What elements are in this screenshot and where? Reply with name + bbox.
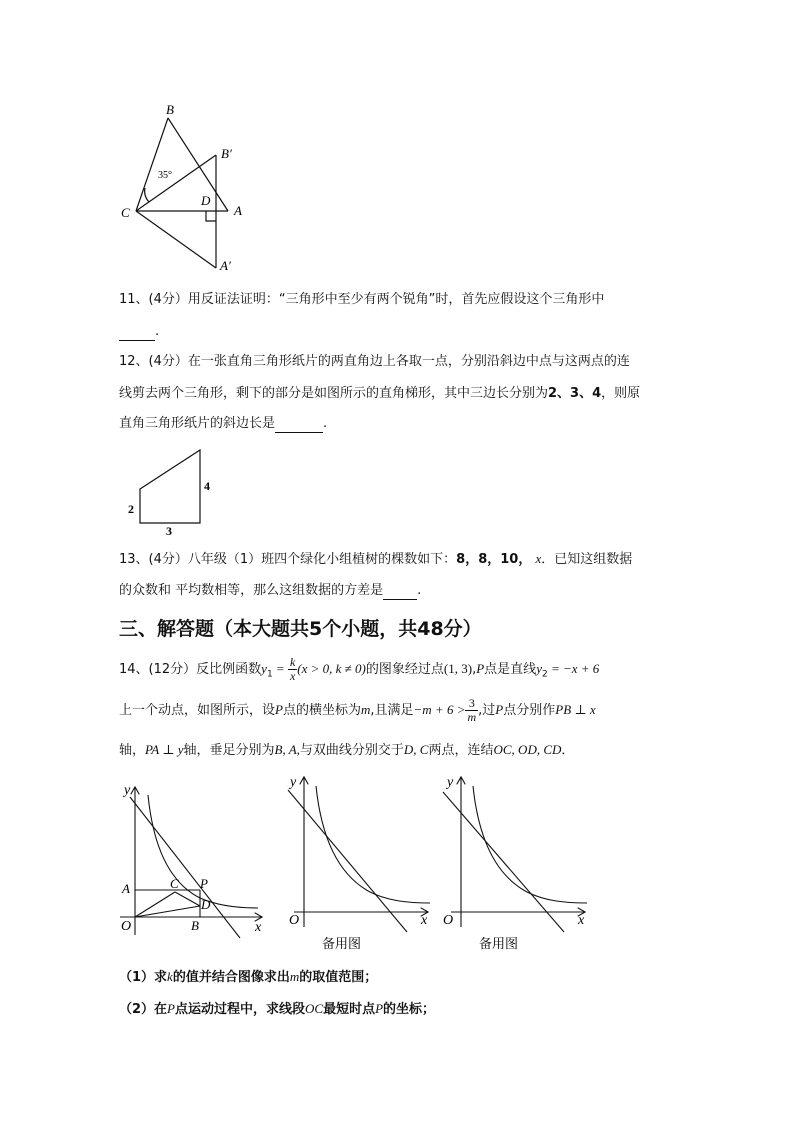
main-P-label: P — [200, 876, 208, 891]
spare2-y-label: y — [447, 775, 454, 790]
q12-text-2a: 线剪去两个三角形，剩下的部分是如图所示的直角梯形，其中三边长分别为 — [119, 386, 549, 401]
q14-sub2-OC: OC — [305, 1001, 324, 1016]
q14-line2 — [119, 694, 596, 726]
q14-point: (1, 3) — [443, 661, 473, 676]
q14-line-expr: = −x + 6 — [547, 661, 600, 676]
q12-line1 — [119, 353, 630, 371]
trapezoid-label-right: 4 — [204, 479, 210, 493]
q12-text-2b: ，则原 — [601, 386, 641, 401]
spare2-x-label: x — [578, 913, 585, 928]
triangle-figure — [118, 100, 258, 275]
q14-text-2e: 点分别作 — [503, 703, 556, 718]
q14-y2-sub: 2 — [541, 669, 548, 680]
q14-line3 — [119, 741, 574, 760]
q14-BA: B, A, — [274, 742, 300, 757]
main-O-label: O — [121, 919, 132, 934]
q14-text-3e: ． — [561, 743, 575, 758]
q14-frac2-num: 3 — [465, 697, 478, 711]
q14-text-3a: 轴， — [119, 743, 146, 758]
q13-line2 — [119, 582, 421, 600]
q14-text-2b: 点的横坐标为 — [282, 703, 361, 718]
q14-line1 — [119, 654, 599, 684]
trapezoid-label-bottom: 3 — [166, 524, 172, 538]
q14-text-3c: 与双曲线分别交于 — [299, 743, 404, 758]
q14-sub1-c: 的取值范围； — [299, 970, 378, 985]
q14-sub1-m: m — [289, 969, 300, 984]
label-B: B — [166, 102, 174, 117]
q14-y1-sub: 1 — [266, 669, 273, 680]
q14-sub2-P: P — [167, 1001, 175, 1016]
spare2-O-label: O — [443, 913, 454, 928]
label-A-prime: A′ — [220, 258, 231, 273]
q14-sub2-P2: P — [375, 1001, 384, 1016]
q14-text-1a: 14、(12分）反比例函数 — [119, 662, 262, 677]
q14-DC: D, C — [403, 742, 429, 757]
q14-text-3b: 轴，垂足分别为 — [183, 743, 275, 758]
q14-perp-y: PA ⊥ y — [145, 742, 184, 757]
q14-y2: y — [536, 661, 542, 676]
q14-text-2d: ,过 — [478, 703, 496, 718]
graph-main — [118, 780, 268, 940]
q14-P2: P — [275, 702, 283, 717]
q14-sub2-c: 最短时点 — [323, 1002, 376, 1017]
trapezoid-figure — [120, 445, 220, 540]
q11-line2 — [119, 323, 159, 341]
q11-suffix: . — [155, 324, 160, 339]
q14-condition: (x > 0, k ≠ 0) — [297, 661, 366, 676]
spare1-O-label: O — [289, 913, 300, 928]
main-D-label: D — [201, 897, 211, 912]
q14-eq: = — [272, 661, 288, 676]
q14-fraction-k-x — [288, 656, 297, 683]
spare1-x-label: x — [421, 913, 428, 928]
graph-spare-2 — [437, 772, 597, 957]
q13-answer-blank[interactable] — [383, 585, 417, 600]
label-B-prime: B′ — [221, 146, 232, 161]
q12-text-3: 直角三角形纸片的斜边长是 — [119, 416, 276, 431]
main-x-label: x — [255, 920, 262, 935]
section-heading: 三、解答题（本大题共5个小题，共48分） — [119, 618, 482, 640]
q13-text-1a: 13、(4分）八年级（1）班四个绿化小组植树的棵数如下： — [119, 552, 457, 567]
q12-line2 — [119, 385, 640, 403]
q14-sub2-b: 点运动过程中，求线段 — [175, 1002, 306, 1017]
q14-text-1b: 的图象经过点 — [365, 662, 444, 677]
q14-P: P — [476, 661, 485, 676]
q12-line3 — [119, 415, 327, 433]
q14-text-2a: 上一个动点，如图所示，设 — [119, 703, 276, 718]
q12-suffix: . — [323, 416, 328, 431]
q14-perp-x: PB ⊥ x — [555, 702, 596, 717]
main-y-label: y — [124, 783, 131, 798]
angle-label: 35° — [158, 170, 172, 181]
label-D: D — [201, 193, 211, 208]
q14-P3: P — [495, 702, 504, 717]
spare1-y-label: y — [290, 775, 297, 790]
q12-answer-blank[interactable] — [275, 418, 323, 433]
q13-text-2: 的众数和 平均数相等，那么这组数据的方差是 — [119, 583, 384, 598]
q13-line1 — [119, 550, 632, 569]
main-B-label: B — [191, 918, 199, 933]
q13-variable-x: x — [535, 551, 542, 566]
trapezoid-label-left: 2 — [128, 502, 134, 516]
label-C: C — [121, 205, 130, 220]
graph-spare-1 — [280, 772, 440, 957]
q14-fraction-3-m — [465, 697, 478, 724]
q14-sub2-d: 的坐标； — [383, 1002, 436, 1017]
q14-segments: OC, OD, CD — [493, 742, 562, 757]
q13-text-1b: ．已知这组数据 — [541, 552, 633, 567]
q11-answer-blank[interactable] — [119, 326, 155, 341]
q14-sub1-a: （1）求 — [119, 970, 168, 985]
q11-text: 11、(4分）用反证法证明：“三角形中至少有两个锐角”时，首先应假设这个三角形中 — [119, 292, 605, 307]
main-C-label: C — [170, 876, 179, 891]
q14-y1: y — [261, 661, 267, 676]
q12-numbers: 2、3、4 — [548, 386, 602, 401]
q13-suffix: . — [417, 583, 422, 598]
q14-text-1c: , — [472, 662, 477, 677]
q12-text-1: 12、(4分）在一张直角三角形纸片的两直角边上各取一点，分别沿斜边中点与这两点的连 — [119, 354, 630, 369]
q14-frac-num: k — [289, 655, 296, 669]
q14-text-2c: ,且满足 — [370, 703, 414, 718]
q11-line1 — [119, 291, 604, 309]
q14-sub1-b: 的值并结合图像求出 — [172, 970, 290, 985]
spare1-caption: 备用图 — [322, 937, 362, 952]
spare2-caption: 备用图 — [479, 937, 519, 952]
q14-sub1 — [119, 968, 377, 987]
q14-sub1-k: k — [167, 969, 173, 984]
q14-sub2 — [119, 1000, 435, 1019]
q14-frac-den: x — [289, 669, 296, 683]
q14-inequality: −m + 6 > — [413, 702, 466, 717]
q14-text-1d: 点是直线 — [484, 662, 537, 677]
q14-m: m — [360, 702, 371, 717]
q14-text-3d: 两点，连结 — [428, 743, 494, 758]
main-A-label: A — [122, 881, 130, 896]
q13-numbers: 8，8，10， — [456, 552, 532, 567]
q14-frac2-den: m — [467, 710, 477, 724]
label-A: A — [234, 203, 242, 218]
q14-sub2-a: （2）在 — [119, 1002, 168, 1017]
